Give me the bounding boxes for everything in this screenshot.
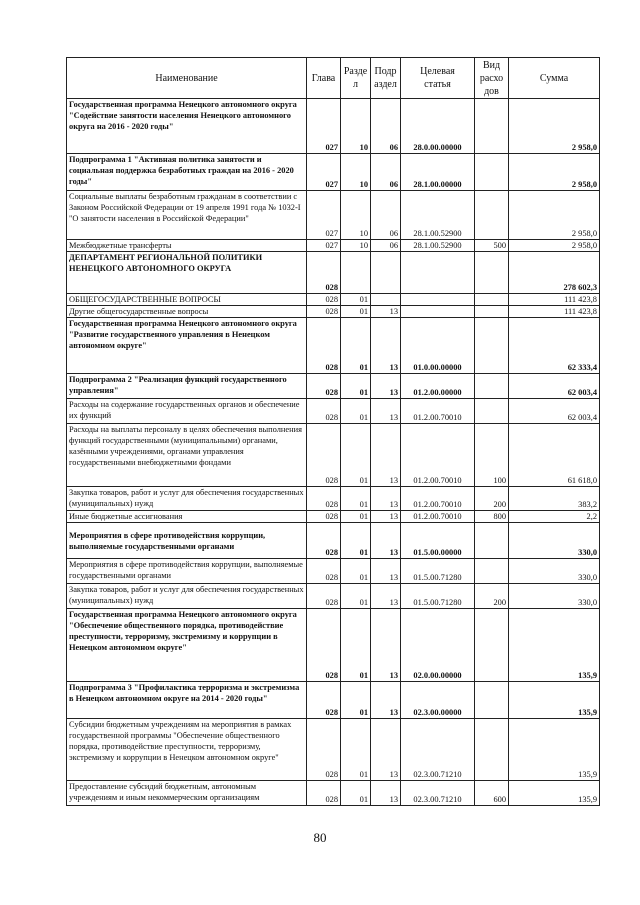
table-header-row [67,58,600,99]
header-podrazdel: Подр аздел [371,58,401,99]
row-target: 01.2.00.00000 [401,374,475,399]
row-sum: 62 003,4 [509,374,600,399]
row-vid [475,154,509,191]
table-row [67,399,600,424]
row-vid [475,294,509,306]
row-name: Мероприятия в сфере противодействия коррупции, выполняемые государственными органами [67,523,307,559]
table-row [67,191,600,240]
row-target: 28.1.00.52900 [401,240,475,252]
row-glava: 027 [307,191,341,240]
row-glava: 028 [307,424,341,487]
row-sum: 2 958,0 [509,191,600,240]
row-name: Государственная программа Ненецкого автономного округа "Содействие занятости населения Ненецкого автономного округа на 2016 - 2020 годы" [67,99,307,154]
row-name: ДЕПАРТАМЕНТ РЕГИОНАЛЬНОЙ ПОЛИТИКИ НЕНЕЦКОГО АВТОНОМНОГО ОКРУГА [67,252,307,294]
row-glava: 028 [307,294,341,306]
table-row [67,523,600,559]
row-razdel: 01 [341,584,371,609]
row-name: Подпрограмма 2 "Реализация функций государственного управления" [67,374,307,399]
row-glava: 028 [307,559,341,584]
row-vid: 100 [475,424,509,487]
row-sum: 111 423,8 [509,294,600,306]
row-razdel: 10 [341,154,371,191]
row-podrazdel: 13 [371,559,401,584]
row-sum: 330,0 [509,584,600,609]
table-row [67,154,600,191]
table-row [67,511,600,523]
row-vid: 200 [475,584,509,609]
row-target: 01.2.00.70010 [401,487,475,511]
row-name: Расходы на содержание государственных органов и обеспечение их функций [67,399,307,424]
row-razdel: 10 [341,191,371,240]
row-sum: 135,9 [509,682,600,719]
row-glava: 028 [307,306,341,318]
header-target: Целевая статья [401,58,475,99]
row-podrazdel [371,252,401,294]
row-target: 28.1.00.52900 [401,191,475,240]
row-glava: 028 [307,374,341,399]
row-name: Межбюджетные трансферты [67,240,307,252]
row-name: Государственная программа Ненецкого автономного округа "Развитие государственного управления в Ненецком автономном округе" [67,318,307,374]
row-target [401,294,475,306]
row-razdel: 01 [341,424,371,487]
row-podrazdel: 13 [371,424,401,487]
row-sum: 135,9 [509,609,600,682]
table-row [67,424,600,487]
row-glava: 027 [307,154,341,191]
row-target [401,306,475,318]
row-podrazdel: 06 [371,191,401,240]
row-target [401,252,475,294]
row-glava: 028 [307,523,341,559]
header-name: Наименование [67,58,307,99]
row-target: 28.1.00.00000 [401,154,475,191]
row-razdel: 10 [341,99,371,154]
row-name: Закупка товаров, работ и услуг для обеспечения государственных (муниципальных) нужд [67,487,307,511]
row-vid: 200 [475,487,509,511]
row-podrazdel: 13 [371,374,401,399]
row-glava: 028 [307,609,341,682]
row-sum: 2 958,0 [509,240,600,252]
row-name: Закупка товаров, работ и услуг для обеспечения государственных (муниципальных) нужд [67,584,307,609]
row-podrazdel: 13 [371,318,401,374]
row-podrazdel: 13 [371,584,401,609]
row-vid: 800 [475,511,509,523]
row-vid [475,682,509,719]
header-sum: Сумма [509,58,600,99]
row-sum: 2 958,0 [509,154,600,191]
row-glava: 028 [307,318,341,374]
table-row [67,559,600,584]
row-glava: 028 [307,399,341,424]
row-vid [475,306,509,318]
row-target: 02.3.00.71210 [401,781,475,806]
row-podrazdel: 13 [371,487,401,511]
row-vid [475,523,509,559]
row-podrazdel: 13 [371,682,401,719]
row-vid [475,191,509,240]
row-razdel: 01 [341,294,371,306]
row-razdel: 10 [341,240,371,252]
row-sum: 330,0 [509,523,600,559]
row-razdel: 01 [341,682,371,719]
row-razdel: 01 [341,306,371,318]
row-name: Иные бюджетные ассигнования [67,511,307,523]
table-row [67,99,600,154]
row-name: Государственная программа Ненецкого автономного округа "Обеспечение общественного порядка, противодействие преступности, терроризму, экстремизму и коррупции в Ненецком автономном округе" [67,609,307,682]
row-sum: 2 958,0 [509,99,600,154]
row-glava: 028 [307,719,341,781]
row-glava: 028 [307,487,341,511]
header-razdel: Разде л [341,58,371,99]
row-razdel: 01 [341,719,371,781]
row-sum: 2,2 [509,511,600,523]
row-podrazdel [371,294,401,306]
header-glava: Глава [307,58,341,99]
row-vid [475,99,509,154]
row-vid [475,252,509,294]
table-row [67,240,600,252]
table-row [67,252,600,294]
row-razdel [341,252,371,294]
row-target: 01.5.00.71280 [401,559,475,584]
row-sum: 111 423,8 [509,306,600,318]
table-row [67,318,600,374]
row-target: 01.2.00.70010 [401,424,475,487]
row-vid [475,318,509,374]
row-target: 01.5.00.71280 [401,584,475,609]
row-name: Мероприятия в сфере противодействия коррупции, выполняемые государственными органами [67,559,307,584]
row-razdel: 01 [341,399,371,424]
row-podrazdel: 13 [371,399,401,424]
row-vid [475,374,509,399]
row-sum: 278 602,3 [509,252,600,294]
row-podrazdel: 13 [371,719,401,781]
table-row [67,306,600,318]
row-vid [475,559,509,584]
row-target: 28.0.00.00000 [401,99,475,154]
row-name: Подпрограмма 1 "Активная политика занятости и социальная поддержка безработных граждан на 2016 - 2020 годы" [67,154,307,191]
header-vid: Вид расхо дов [475,58,509,99]
row-vid [475,399,509,424]
table-row [67,781,600,806]
table-row [67,294,600,306]
row-target: 02.0.00.00000 [401,609,475,682]
row-target: 01.0.00.00000 [401,318,475,374]
row-name: Предоставление субсидий бюджетным, автономным учреждениям и иным некоммерческим организациям [67,781,307,806]
row-podrazdel: 13 [371,306,401,318]
table-row [67,487,600,511]
row-podrazdel: 13 [371,609,401,682]
row-razdel: 01 [341,487,371,511]
row-name: Подпрограмма 3 "Профилактика терроризма и экстремизма в Ненецком автономном округе на 2014 - 2020 годы" [67,682,307,719]
row-vid [475,719,509,781]
row-sum: 62 003,4 [509,399,600,424]
row-vid: 500 [475,240,509,252]
row-podrazdel: 13 [371,781,401,806]
row-name: Другие общегосударственные вопросы [67,306,307,318]
row-glava: 028 [307,781,341,806]
row-sum: 330,0 [509,559,600,584]
row-razdel: 01 [341,523,371,559]
row-glava: 027 [307,240,341,252]
row-razdel: 01 [341,559,371,584]
row-sum: 62 333,4 [509,318,600,374]
table-row [67,584,600,609]
row-glava: 028 [307,511,341,523]
row-razdel: 01 [341,511,371,523]
row-glava: 028 [307,584,341,609]
row-sum: 135,9 [509,719,600,781]
table-row [67,374,600,399]
table-row [67,609,600,682]
row-name: ОБЩЕГОСУДАРСТВЕННЫЕ ВОПРОСЫ [67,294,307,306]
row-target: 01.5.00.00000 [401,523,475,559]
row-sum: 383,2 [509,487,600,511]
row-glava: 028 [307,682,341,719]
row-podrazdel: 06 [371,99,401,154]
row-sum: 135,9 [509,781,600,806]
budget-table [66,57,600,806]
row-razdel: 01 [341,609,371,682]
table-row [67,719,600,781]
row-podrazdel: 13 [371,511,401,523]
row-target: 02.3.00.00000 [401,682,475,719]
row-target: 01.2.00.70010 [401,399,475,424]
row-podrazdel: 13 [371,523,401,559]
page-number: 80 [313,830,327,845]
row-vid [475,609,509,682]
row-razdel: 01 [341,781,371,806]
row-sum: 61 618,0 [509,424,600,487]
row-razdel: 01 [341,318,371,374]
row-name: Субсидии бюджетным учреждениям на мероприятия в рамках государственной программы "Обеспечение общественного порядка, противодействие преступности, терроризму, экстремизму и коррупции в Ненецком автономном округе" [67,719,307,781]
row-name: Социальные выплаты безработным гражданам в соответствии с Законом Российской Федерации от 19 апреля 1991 года № 1032-I "О занятости населения в Российской Федерации" [67,191,307,240]
row-glava: 027 [307,99,341,154]
row-razdel: 01 [341,374,371,399]
table-row [67,682,600,719]
row-podrazdel: 06 [371,154,401,191]
row-vid: 600 [475,781,509,806]
row-glava: 028 [307,252,341,294]
row-podrazdel: 06 [371,240,401,252]
row-name: Расходы на выплаты персоналу в целях обеспечения выполнения функций государственными (муниципальными) органами, казёнными учреждениями, органами управления государственными внебюджетными фондами [67,424,307,487]
row-target: 02.3.00.71210 [401,719,475,781]
row-target: 01.2.00.70010 [401,511,475,523]
